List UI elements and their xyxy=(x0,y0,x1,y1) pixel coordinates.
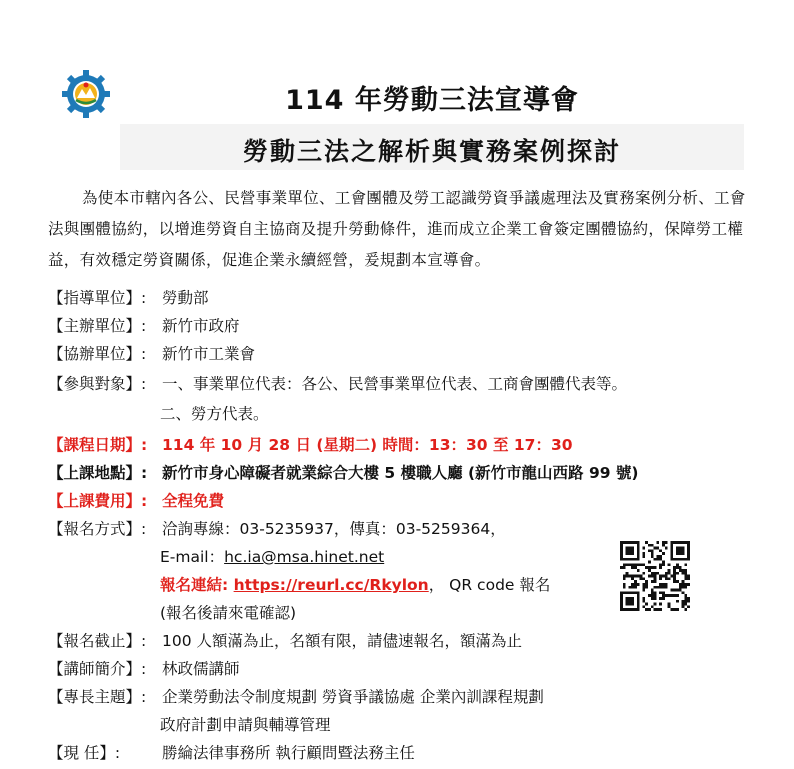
deadline-value: 100 人額滿為止，名額有限，請儘速報名，額滿為止 xyxy=(162,632,523,650)
guide-row xyxy=(48,286,209,310)
deadline-row xyxy=(48,629,522,653)
topics-item-1: 企業勞動法令制度規劃 勞資爭議協處 企業內訓課程規劃 xyxy=(162,688,544,706)
email-line xyxy=(160,545,384,569)
host-value: 新竹市政府 xyxy=(162,317,240,335)
date-row xyxy=(48,433,573,457)
signup-phone: 洽詢專線：03-5235937，傳真：03-5259364， xyxy=(162,520,506,538)
topics-label: 【專長主題】: xyxy=(48,688,147,706)
qr-code-icon[interactable] xyxy=(620,541,690,611)
current-row xyxy=(48,741,415,765)
fee-label: 【上課費用】: xyxy=(48,492,148,510)
qr-code-text: ， QR code 報名 xyxy=(428,576,551,594)
host-label: 【主辦單位】: xyxy=(48,317,147,335)
target-item-1: 一、事業單位代表：各公、民營事業單位代表、工商會團體代表等。 xyxy=(162,375,628,393)
target-label: 【參與對象】: xyxy=(48,375,147,393)
signup-note: (報名後請來電確認) xyxy=(160,604,297,622)
guide-label: 【指導單位】: xyxy=(48,289,147,307)
co-host-value: 新竹市工業會 xyxy=(162,345,256,363)
email-link[interactable]: hc.ia@msa.hinet.net xyxy=(224,548,385,566)
gear-logo-icon xyxy=(60,68,112,120)
host-row xyxy=(48,314,240,338)
signup-label: 【報名方式】: xyxy=(48,520,147,538)
target-item-2: 二、勞方代表。 xyxy=(160,405,269,423)
page-subtitle: 勞動三法之解析與實務案例探討 xyxy=(242,137,621,166)
email-prefix: E-mail： xyxy=(160,548,225,566)
lecturer-label: 【講師簡介】: xyxy=(48,660,147,678)
co-host-label: 【協辦單位】: xyxy=(48,345,147,363)
current-value: 勝綸法律事務所 執行顧問暨法務主任 xyxy=(162,744,415,762)
date-value: 114 年 10 月 28 日 (星期二) 時間：13：30 至 17：30 xyxy=(162,436,573,454)
signup-row xyxy=(48,517,506,541)
target-row xyxy=(48,372,627,396)
topics-item-2: 政府計劃申請與輔導管理 xyxy=(160,716,331,734)
deadline-label: 【報名截止】: xyxy=(48,632,147,650)
signup-link-line xyxy=(160,573,550,597)
fee-row xyxy=(48,489,224,513)
topics-row xyxy=(48,685,544,709)
lecturer-value: 林政儒講師 xyxy=(162,660,240,678)
place-label: 【上課地點】: xyxy=(48,464,148,482)
page-title: 114 年勞動三法宣導會 xyxy=(285,85,579,116)
guide-value: 勞動部 xyxy=(162,289,209,307)
signup-link[interactable]: https://reurl.cc/Rkylon xyxy=(233,576,429,594)
current-label: 【現 任】: xyxy=(48,744,121,762)
fee-value: 全程免費 xyxy=(162,492,225,510)
place-row xyxy=(48,461,639,485)
signup-link-prefix: 報名連結: xyxy=(160,576,234,594)
place-value: 新竹市身心障礙者就業綜合大樓 5 樓職人廳 (新竹市龍山西路 99 號) xyxy=(162,464,639,482)
co-host-row xyxy=(48,342,255,366)
intro-paragraph: 為使本市轄內各公、民營事業單位、工會團體及勞工認識勞資爭議處理法及實務案例分析、工會法與團體協約，以增進勞資自主協商及提升勞動條件，進而成立企業工會簽定團體協約，保障勞工權益，有效穩定勞資關係，促進企業永續經營，爰規劃本宣導會。 xyxy=(48,189,746,269)
lecturer-row xyxy=(48,657,240,681)
date-label: 【課程日期】: xyxy=(48,436,148,454)
